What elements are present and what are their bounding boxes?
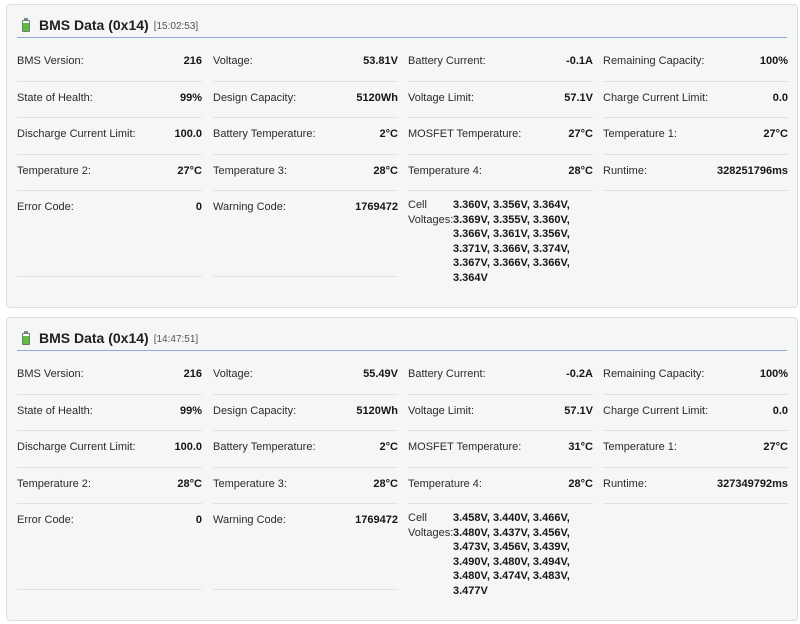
- field-label: State of Health:: [17, 91, 93, 104]
- field-label: Temperature 1:: [603, 441, 677, 454]
- field-value: 0: [195, 201, 202, 214]
- panel-title: BMS Data (0x14): [39, 17, 149, 33]
- field-value: 28°C: [568, 477, 593, 490]
- field-value: 99%: [179, 404, 202, 417]
- field-label: Battery Temperature:: [213, 441, 316, 454]
- field-value: 2°C: [379, 128, 398, 141]
- field-label: Temperature 4:: [408, 477, 482, 490]
- field-value: 1769472: [355, 514, 398, 527]
- field-label: Warning Code:: [213, 201, 286, 214]
- field-value: 216: [183, 55, 202, 67]
- field-voltage-limit: [408, 82, 593, 119]
- field-label: Charge Current Limit:: [603, 404, 709, 417]
- field-battery-current: [408, 358, 593, 395]
- field-value: 0.0: [772, 404, 788, 417]
- field-error-code: [17, 504, 202, 590]
- field-temperature-2: [17, 468, 202, 505]
- field-runtime: [603, 155, 788, 192]
- field-value: 0: [195, 514, 202, 527]
- field-warning-code: [213, 504, 398, 590]
- field-temperature-1: [603, 431, 788, 468]
- panel-header: [17, 13, 787, 38]
- field-charge-current-limit: [603, 82, 788, 119]
- field-cell-voltages: [408, 504, 593, 597]
- field-label: Cell Voltages:: [408, 512, 454, 539]
- field-bms-version: [17, 358, 202, 395]
- field-warning-code: [213, 191, 398, 277]
- field-temperature-4: [408, 468, 593, 505]
- field-value: 99%: [179, 91, 202, 104]
- panel-header: [17, 326, 787, 351]
- field-label: BMS Version:: [17, 368, 84, 380]
- field-value: 100%: [759, 368, 788, 380]
- field-label: State of Health:: [17, 404, 93, 417]
- field-discharge-current-limit: [17, 431, 202, 468]
- field-value: 100.0: [174, 441, 202, 454]
- field-value: 27°C: [568, 128, 593, 141]
- field-bms-version: [17, 45, 202, 82]
- field-voltage-limit: [408, 395, 593, 432]
- field-design-capacity: [213, 82, 398, 119]
- field-label: Temperature 1:: [603, 128, 677, 141]
- field-value: 1769472: [355, 201, 398, 214]
- field-value: 57.1V: [564, 404, 593, 417]
- field-value: 100%: [759, 55, 788, 67]
- field-label: Battery Current:: [408, 55, 486, 67]
- field-battery-current: [408, 45, 593, 82]
- field-value: 27°C: [763, 441, 788, 454]
- field-label: Design Capacity:: [213, 404, 297, 417]
- field-discharge-current-limit: [17, 118, 202, 155]
- field-temperature-3: [213, 155, 398, 192]
- field-label: Runtime:: [603, 477, 648, 490]
- battery-icon: [22, 18, 30, 32]
- field-cell-voltages: [408, 191, 593, 284]
- field-label: MOSFET Temperature:: [408, 128, 522, 141]
- field-value: 53.81V: [363, 55, 398, 67]
- field-label: BMS Version:: [17, 55, 84, 67]
- field-label: Battery Temperature:: [213, 128, 316, 141]
- field-design-capacity: [213, 395, 398, 432]
- field-value: 2°C: [379, 441, 398, 454]
- field-remaining-capacity: [603, 358, 788, 395]
- field-value: 100.0: [174, 128, 202, 141]
- field-label: MOSFET Temperature:: [408, 441, 522, 454]
- field-value: 3.458V, 3.440V, 3.466V, 3.480V, 3.437V, 3.456V, 3.473V, 3.456V, 3.439V, 3.490V, 3.480V, 3.494V, 3.480V, 3.474V, 3.483V, 3.477V: [453, 512, 570, 597]
- field-temperature-1: [603, 118, 788, 155]
- field-charge-current-limit: [603, 395, 788, 432]
- field-label: Temperature 2:: [17, 164, 91, 177]
- bms-panel-2: [6, 317, 798, 621]
- field-label: Voltage Limit:: [408, 91, 475, 104]
- field-value: 216: [183, 368, 202, 380]
- field-label: Remaining Capacity:: [603, 55, 705, 67]
- field-label: Warning Code:: [213, 514, 286, 527]
- field-label: Voltage:: [213, 368, 253, 380]
- field-value: 31°C: [568, 441, 593, 454]
- field-value: 5120Wh: [356, 404, 398, 417]
- field-temperature-4: [408, 155, 593, 192]
- field-remaining-capacity: [603, 45, 788, 82]
- field-label: Temperature 4:: [408, 164, 482, 177]
- field-label: Discharge Current Limit:: [17, 441, 136, 454]
- panel-timestamp: [15:02:53]: [153, 20, 199, 32]
- field-label: Voltage Limit:: [408, 404, 475, 417]
- field-value: 27°C: [763, 128, 788, 141]
- field-value: 328251796ms: [717, 164, 788, 177]
- field-value: -0.1A: [566, 55, 593, 67]
- field-state-of-health: [17, 395, 202, 432]
- field-value: 28°C: [177, 477, 202, 490]
- field-label: Runtime:: [603, 164, 648, 177]
- battery-icon: [22, 331, 30, 345]
- bms-panel-1: [6, 4, 798, 308]
- field-label: Design Capacity:: [213, 91, 297, 104]
- panel-timestamp: [14:47:51]: [153, 333, 199, 345]
- field-value: 327349792ms: [717, 477, 788, 490]
- field-label: Remaining Capacity:: [603, 368, 705, 380]
- field-value: 3.360V, 3.356V, 3.364V, 3.369V, 3.355V, 3.360V, 3.366V, 3.361V, 3.356V, 3.371V, 3.366V, 3.374V, 3.367V, 3.366V, 3.366V, 3.364V: [453, 199, 570, 284]
- field-battery-temperature: [213, 118, 398, 155]
- field-temperature-3: [213, 468, 398, 505]
- field-voltage: [213, 358, 398, 395]
- field-value: 0.0: [772, 91, 788, 104]
- field-mosfet-temperature: [408, 118, 593, 155]
- field-label: Error Code:: [17, 514, 74, 527]
- field-label: Cell Voltages:: [408, 199, 454, 226]
- field-mosfet-temperature: [408, 431, 593, 468]
- field-value: 28°C: [373, 477, 398, 490]
- field-temperature-2: [17, 155, 202, 192]
- bms-data-grid: [17, 358, 797, 597]
- field-label: Temperature 3:: [213, 477, 287, 490]
- field-value: 28°C: [568, 164, 593, 177]
- field-label: Temperature 2:: [17, 477, 91, 490]
- field-label: Discharge Current Limit:: [17, 128, 136, 141]
- field-battery-temperature: [213, 431, 398, 468]
- field-value: 27°C: [177, 164, 202, 177]
- field-label: Battery Current:: [408, 368, 486, 380]
- field-runtime: [603, 468, 788, 505]
- field-value: 5120Wh: [356, 91, 398, 104]
- field-label: Temperature 3:: [213, 164, 287, 177]
- bms-data-grid: [17, 45, 797, 284]
- field-label: Error Code:: [17, 201, 74, 214]
- field-label: Charge Current Limit:: [603, 91, 709, 104]
- field-voltage: [213, 45, 398, 82]
- field-value: 57.1V: [564, 91, 593, 104]
- field-value: 55.49V: [363, 368, 398, 380]
- panel-title: BMS Data (0x14): [39, 330, 149, 346]
- field-error-code: [17, 191, 202, 277]
- field-state-of-health: [17, 82, 202, 119]
- field-value: -0.2A: [566, 368, 593, 380]
- field-label: Voltage:: [213, 55, 253, 67]
- field-value: 28°C: [373, 164, 398, 177]
